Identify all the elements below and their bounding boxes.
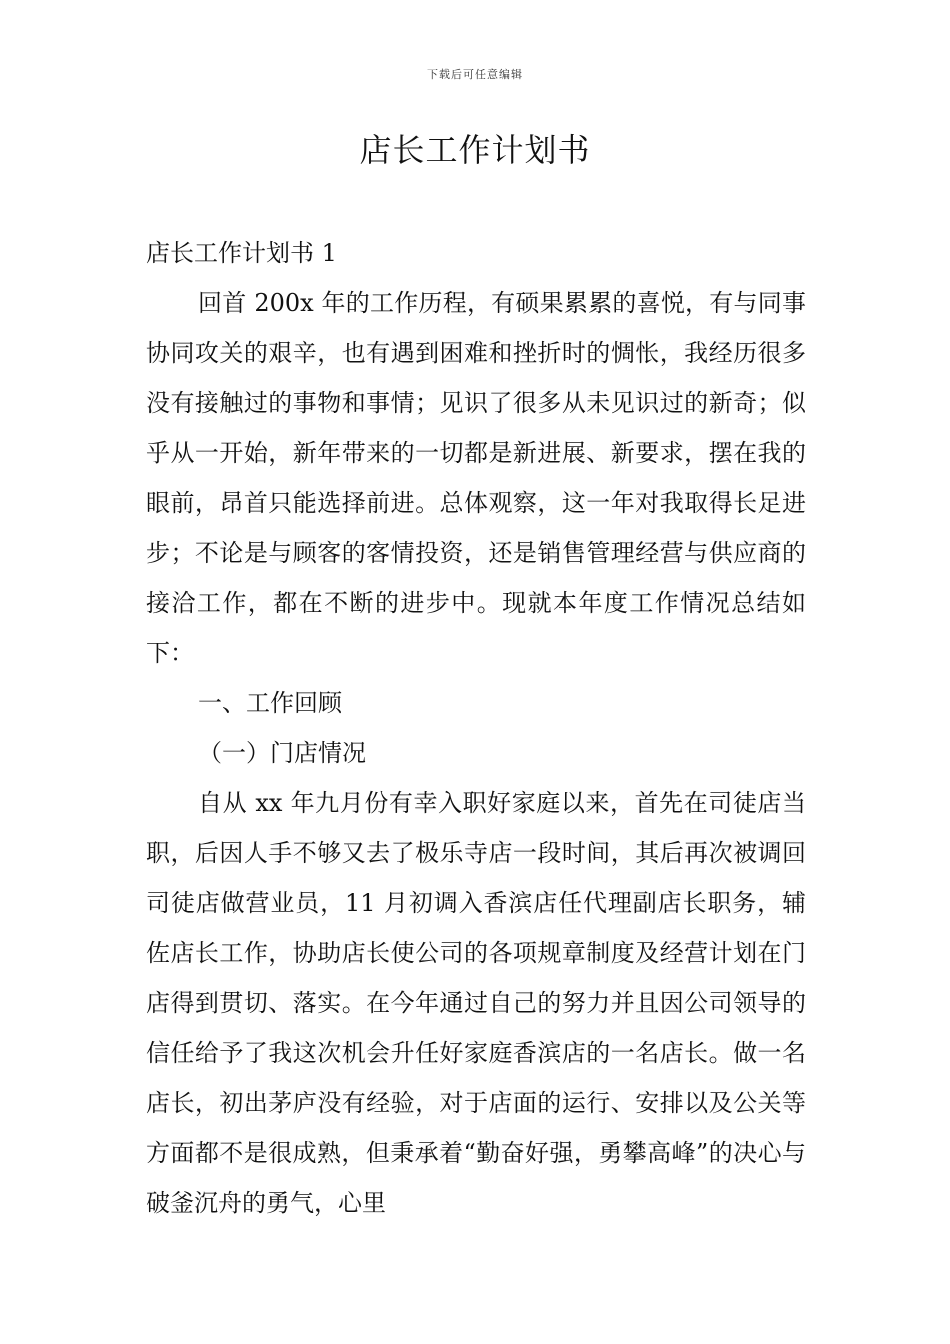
heading-store-status: （一）门店情况 (198, 739, 366, 767)
section-label: 店长工作计划书 1 (146, 239, 337, 267)
header-note: 下载后可任意编辑 (427, 68, 523, 81)
paragraph-intro: 回首 200x 年的工作历程，有硕果累累的喜悦，有与同事协同攻关的艰辛，也有遇到困难和挫折时的惆怅，我经历很多没有接触过的事物和事情；见识了很多从未见识过的新奇；似乎从一开始，新年带来的一切都是新进展、新要求，摆在我的眼前，昂首只能选择前进。总体观察，这一年对我取得长足进步；不论是与顾客的客情投资，还是销售管理经营与供应商的接洽工作，都在不断的进步中。现就本年度工作情况总结如下： (146, 289, 806, 667)
document-body (146, 228, 806, 1228)
heading-work-review: 一、工作回顾 (198, 689, 342, 717)
paragraph-store-details: 自从 xx 年九月份有幸入职好家庭以来，首先在司徒店当职，后因人手不够又去了极乐寺店一段时间，其后再次被调回司徒店做营业员，11 月初调入香滨店任代理副店长职务，辅佐店长工作，协助店长使公司的各项规章制度及经营计划在门店得到贯切、落实。在今年通过自己的努力并且因公司领导的信任给予了我这次机会升任好家庭香滨店的一名店长。做一名店长，初出茅庐没有经验，对于店面的运行、安排以及公关等方面都不是很成熟，但秉承着“勤奋好强，勇攀高峰”的决心与破釜沉舟的勇气，心里 (146, 789, 806, 1217)
document-title: 店长工作计划书 (359, 131, 591, 169)
